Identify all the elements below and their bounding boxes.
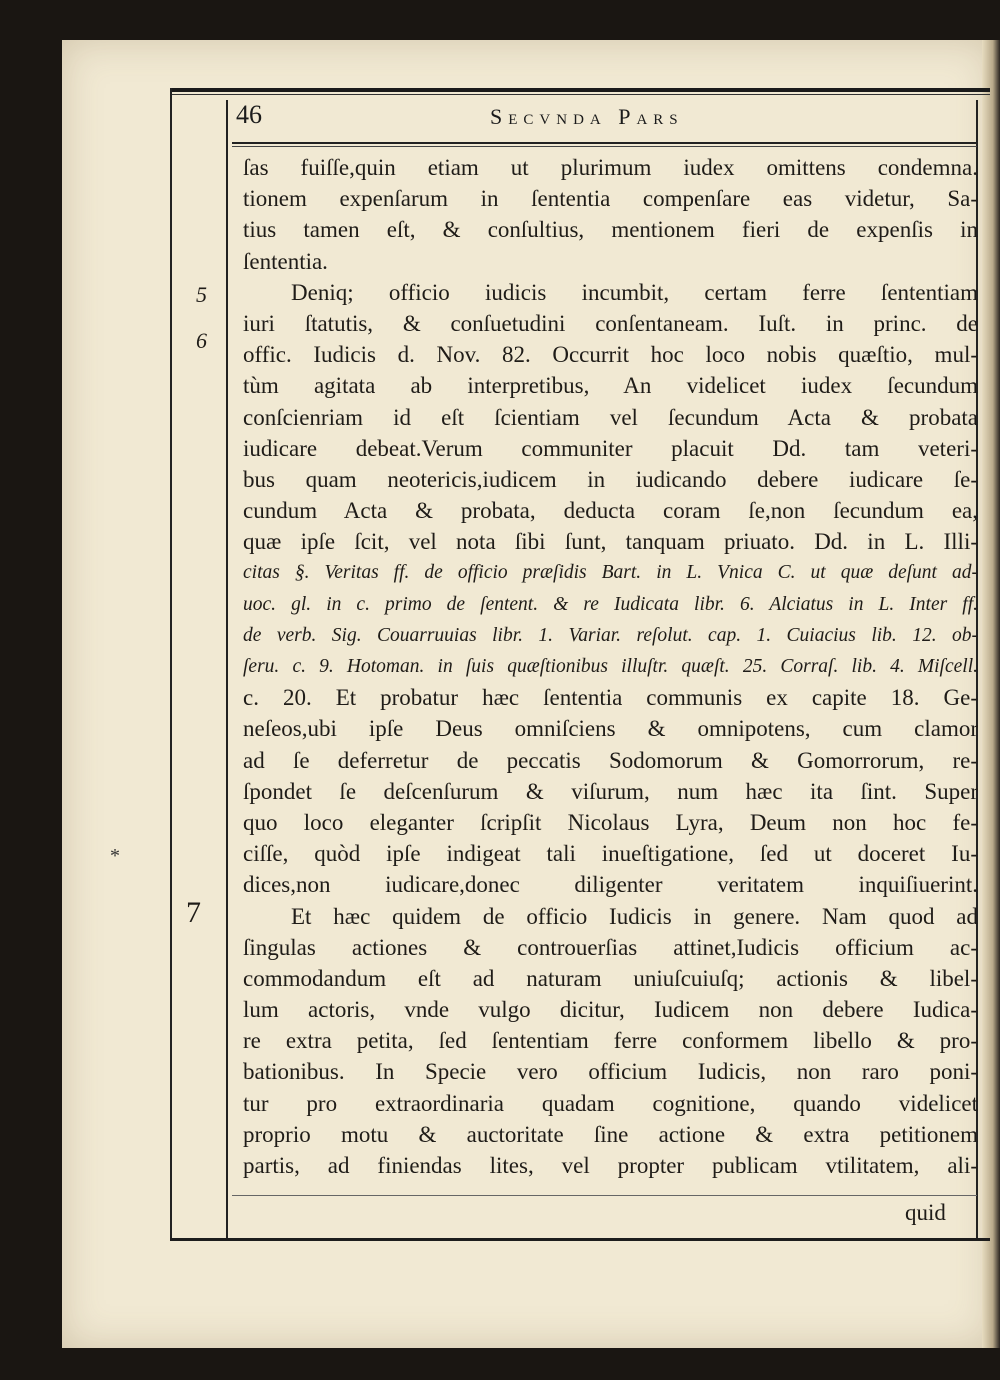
text-bottom-rule [232, 1195, 977, 1196]
text-line: re extra petita, ſed ſententiam ferre conformem libello & pro- [243, 1028, 978, 1054]
text-line: commodandum eſt ad naturam uniuſcuiuſq; actionis & libel- [243, 965, 978, 991]
text-line: ſingulas actiones & controuerſias attinet,Iudicis officium ac- [243, 934, 978, 960]
text-line: uoc. gl. in c. primo de ſentent. & re Iudicata libr. 6. Alciatus in L. Inter ff. [243, 593, 978, 615]
bottom-border-rule [170, 1238, 990, 1241]
text-line: neſeos,ubi ipſe Deus omniſciens & omnipotens, cum clamor [243, 716, 978, 742]
margin-mark: * [110, 845, 120, 867]
header-rule-thin [232, 146, 977, 147]
text-line: ad ſe deferretur de peccatis Sodomorum & Gomorrorum, re- [243, 747, 978, 773]
running-head: Secvnda Pars [490, 104, 684, 129]
header-rule [232, 142, 977, 144]
text-line: c. 20. Et probatur hæc ſententia communis ex capite 18. Ge- [243, 685, 978, 711]
page-edge-shadow [982, 40, 1000, 1348]
left-inner-border [226, 100, 228, 1240]
text-line: lum actoris, vnde vulgo dicitur, Iudicem non debere Iudica- [243, 997, 978, 1023]
text-line: de verb. Sig. Couarruuias libr. 1. Variar. reſolut. cap. 1. Cuiacius lib. 12. ob- [243, 624, 978, 646]
page-number: 46 [236, 100, 262, 129]
text-line: quæ ipſe ſcit, vel nota ſibi ſunt, tanquam priuato. Dd. in L. Illi- [243, 529, 978, 555]
text-line: offic. Iudicis d. Nov. 82. Occurrit hoc loco nobis quæſtio, mul- [243, 342, 978, 368]
text-line: ſpondet ſe deſcenſurum & viſurum, num hæc ita ſint. Super [243, 778, 978, 804]
text-line: Deniq; officio iudicis incumbit, certam ferre ſententiam [291, 279, 978, 305]
text-line: ſeru. c. 9. Hotoman. in ſuis quæſtionibus illuſtr. quæſt. 25. Corraſ. lib. 4. Miſcell. [243, 656, 978, 677]
margin-number-7: 7 [186, 896, 201, 929]
text-line: dices,non iudicare,donec diligenter veritatem inquiſiuerint. [243, 872, 978, 898]
text-line: quo loco eleganter ſcripſit Nicolaus Lyra, Deum non hoc fe- [243, 809, 978, 835]
text-line: partis, ad finiendas lites, vel propter publicam vtilitatem, ali- [243, 1153, 978, 1178]
text-line: ſententia. [243, 248, 328, 274]
text-line: bus quam neotericis,iudicem in iudicando debere iudicare ſe- [243, 466, 978, 492]
left-outer-border [170, 88, 172, 1240]
text-line: tionem expenſarum in ſententia compenſare eas videtur, Sa- [243, 186, 978, 212]
catchword: quid [905, 1200, 946, 1225]
text-line: conſcienriam id eſt ſcientiam vel ſecundum Acta & probata [243, 404, 978, 430]
top-border-rule [170, 88, 990, 92]
margin-number-6: 6 [196, 328, 207, 353]
text-line: tùm agitata ab interpretibus, An videlicet iudex ſecundum [243, 373, 978, 399]
margin-number-5: 5 [196, 282, 207, 307]
text-line: tur pro extraordinaria quadam cognitione, quando videlicet [243, 1090, 978, 1116]
text-line: iudicare debeat.Verum communiter placuit Dd. tam veteri- [243, 435, 978, 461]
text-line: iuri ſtatutis, & conſuetudini conſentaneam. Iuſt. in princ. de [243, 310, 978, 336]
text-line: tius tamen eſt, & conſultius, mentionem fieri de expenſis in [243, 217, 978, 243]
top-border-rule-thin [170, 94, 990, 95]
text-line: ſas fuiſſe,quin etiam ut plurimum iudex omittens condemna. [243, 155, 978, 180]
text-line: proprio motu & auctoritate ſine actione & extra petitionem [243, 1121, 978, 1147]
text-line: Et hæc quidem de officio Iudicis in genere. Nam quod ad [291, 903, 978, 929]
text-line: ciſſe, quòd ipſe indigeat tali inueſtigatione, ſed ut doceret Iu- [243, 841, 978, 867]
main-text-block [243, 152, 978, 1181]
text-line: bationibus. In Specie vero officium Iudicis, non raro poni- [243, 1059, 978, 1085]
text-line: cundum Acta & probata, deducta coram ſe,non ſecundum ea, [243, 498, 978, 524]
text-line: citas §. Veritas ff. de officio præſidis Bart. in L. Vnica C. ut quæ deſunt ad- [243, 562, 978, 584]
